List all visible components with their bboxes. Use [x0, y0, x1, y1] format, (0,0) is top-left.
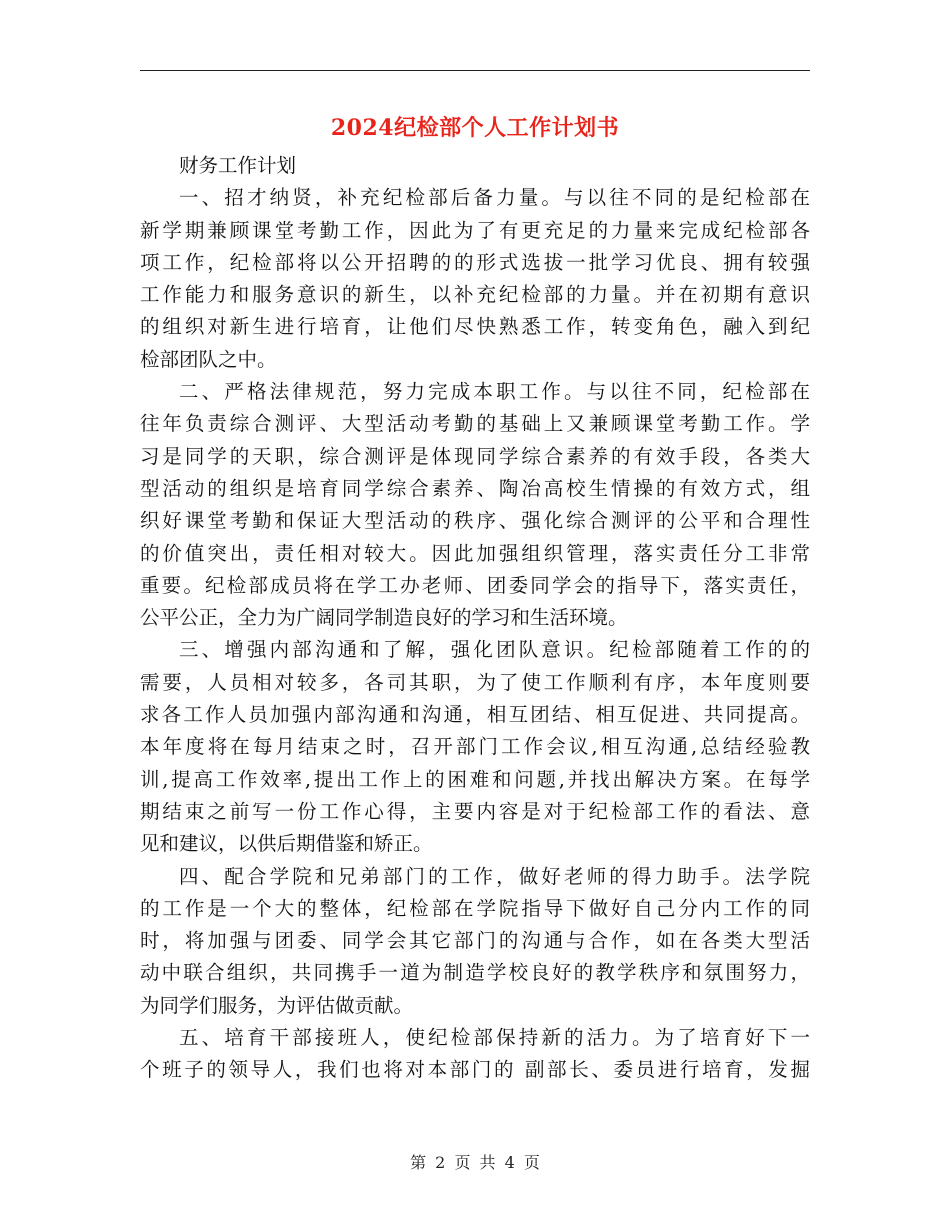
document-title: 2024纪检部个人工作计划书	[330, 115, 620, 141]
text-line: 一、招才纳贤，补充纪检部后备力量。与以往不同的是纪检部在	[179, 186, 810, 210]
text-line: 检部团队之中。	[140, 347, 277, 371]
text-line: 三、增强内部沟通和了解，强化团队意识。纪检部随着工作的的	[179, 638, 810, 662]
text-line: 重要。纪检部成员将在学工办老师、团委同学会的指导下，落实责任，	[140, 573, 810, 597]
text-line: 的价值突出，责任相对较大。因此加强组织管理，落实责任分工非常	[140, 541, 810, 565]
text-line: 个班子的领导人，我们也将对本部门的 副部长、委员进行培育，发掘	[140, 1058, 810, 1082]
text-line: 训,提高工作效率,提出工作上的困难和问题,并找出解决方案。在每学	[140, 767, 810, 791]
text-line: 项工作，纪检部将以公开招聘的的形式选拔一批学习优良、拥有较强	[140, 250, 810, 274]
text-line: 工作能力和服务意识的新生，以补充纪检部的力量。并在初期有意识	[140, 283, 810, 307]
text-line: 五、培育干部接班人，使纪检部保持新的活力。为了培育好下一	[179, 1026, 810, 1050]
text-line: 公平公正，全力为广阔同学制造良好的学习和生活环境。	[140, 606, 628, 630]
page-number-footer: 第 2 页 共 4 页	[410, 1153, 540, 1172]
text-line: 期结束之前写一份工作心得，主要内容是对于纪检部工作的看法、意	[140, 799, 810, 823]
text-line: 本年度将在每月结束之时，召开部门工作会议,相互沟通,总结经验教	[140, 735, 810, 759]
text-line: 需要，人员相对较多，各司其职，为了使工作顺利有序，本年度则要	[140, 670, 810, 694]
text-line: 见和建议，以供后期借鉴和矫正。	[140, 832, 433, 856]
header-rule	[140, 70, 810, 71]
text-line: 财务工作计划	[179, 154, 297, 177]
text-line: 时，将加强与团委、同学会其它部门的沟通与合作，如在各类大型活	[140, 929, 810, 953]
text-line: 为同学们服务，为评估做贡献。	[140, 993, 414, 1017]
text-line: 往年负责综合测评、大型活动考勤的基础上又兼顾课堂考勤工作。学	[140, 412, 810, 436]
text-line: 动中联合组织，共同携手一道为制造学校良好的教学秩序和氛围努力，	[140, 961, 810, 985]
text-line: 的工作是一个大的整体，纪检部在学院指导下做好自己分内工作的同	[140, 896, 810, 920]
text-line: 型活动的组织是培育同学综合素养、陶冶高校生情操的有效方式，组	[140, 476, 810, 500]
text-line: 四、配合学院和兄弟部门的工作，做好老师的得力助手。法学院	[179, 864, 810, 888]
text-line: 求各工作人员加强内部沟通和沟通，相互团结、相互促进、共同提高。	[140, 703, 810, 727]
text-line: 习是同学的天职，综合测评是体现同学综合素养的有效手段，各类大	[140, 444, 810, 468]
text-line: 织好课堂考勤和保证大型活动的秩序、强化综合测评的公平和合理性	[140, 509, 810, 533]
text-line: 二、严格法律规范，努力完成本职工作。与以往不同，纪检部在	[179, 380, 810, 404]
document-body	[140, 150, 810, 1087]
text-line: 新学期兼顾课堂考勤工作，因此为了有更充足的力量来完成纪检部各	[140, 218, 810, 242]
text-line: 的组织对新生进行培育，让他们尽快熟悉工作，转变角色，融入到纪	[140, 315, 810, 339]
